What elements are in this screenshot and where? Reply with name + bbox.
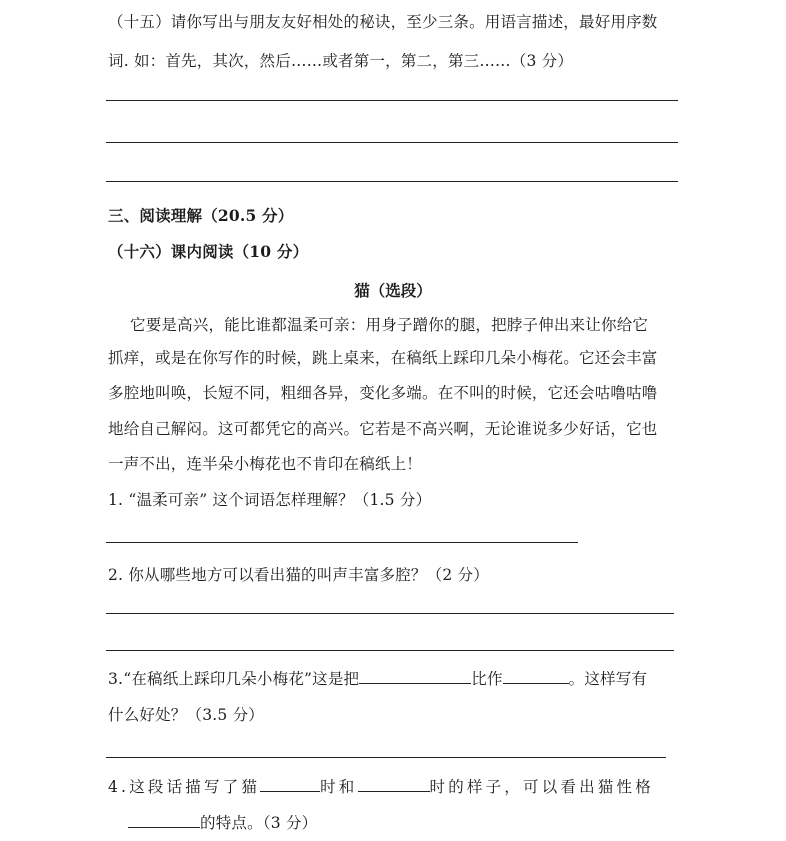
question-2: 2. 你从哪些地方可以看出猫的叫声丰富多腔？（2 分） <box>108 566 489 584</box>
passage-line: 它要是高兴，能比谁都温柔可亲：用身子蹭你的腿，把脖子伸出来让你给它 <box>130 316 649 334</box>
q3-text-2: 比作 <box>471 670 503 688</box>
q4-text-4: 的特点。（3 分） <box>200 814 318 832</box>
question-3-line1 <box>108 668 647 689</box>
question-4-line2 <box>128 812 317 833</box>
q3-text-3: 。这样写有 <box>568 670 648 688</box>
q3-blank-1[interactable] <box>359 668 471 684</box>
q4-blank-3[interactable] <box>128 812 200 828</box>
section-heading: 三、阅读理解（20.5 分） <box>108 206 294 225</box>
answer-line[interactable] <box>106 542 578 543</box>
q15-line1: （十五）请你写出与朋友友好相处的秘诀，至少三条。用语言描述，最好用序数 <box>108 13 658 31</box>
subsection-heading: （十六）课内阅读（10 分） <box>108 242 309 261</box>
q4-blank-1[interactable] <box>260 776 320 792</box>
answer-line[interactable] <box>106 613 674 614</box>
q4-blank-2[interactable] <box>358 776 430 792</box>
q3-blank-2[interactable] <box>503 668 569 684</box>
passage-line: 抓痒，或是在你写作的时候，跳上桌来，在稿纸上踩印几朵小梅花。它还会丰富 <box>108 349 658 367</box>
answer-line[interactable] <box>106 757 666 758</box>
answer-line[interactable] <box>106 100 678 101</box>
q4-text-3: 时的样子，可以看出猫性格 <box>429 778 654 796</box>
passage-line: 一声不出，连半朵小梅花也不肯印在稿纸上！ <box>108 455 423 473</box>
answer-line[interactable] <box>106 650 674 651</box>
passage-title: 猫（选段） <box>354 281 432 300</box>
q15-line2: 词. 如：首先，其次，然后……或者第一，第二，第三……（3 分） <box>108 52 574 70</box>
question-1: 1. “温柔可亲” 这个词语怎样理解？（1.5 分） <box>108 491 432 509</box>
passage-line: 多腔地叫唤，长短不同，粗细各异，变化多端。在不叫的时候，它还会咕噜咕噜 <box>108 384 658 402</box>
passage-line: 地给自己解闷。这可都凭它的高兴。它若是不高兴啊，无论谁说多少好话，它也 <box>108 420 658 438</box>
question-4-line1 <box>108 776 654 797</box>
q3-text-1: 3.“在稿纸上踩印几朵小梅花”这是把 <box>108 670 360 688</box>
q4-text-1: 4.这段话描写了猫 <box>108 778 261 796</box>
answer-line[interactable] <box>106 181 678 182</box>
answer-line[interactable] <box>106 142 678 143</box>
question-3-line2: 什么好处？（3.5 分） <box>108 706 264 724</box>
q4-text-2: 时和 <box>320 778 358 796</box>
